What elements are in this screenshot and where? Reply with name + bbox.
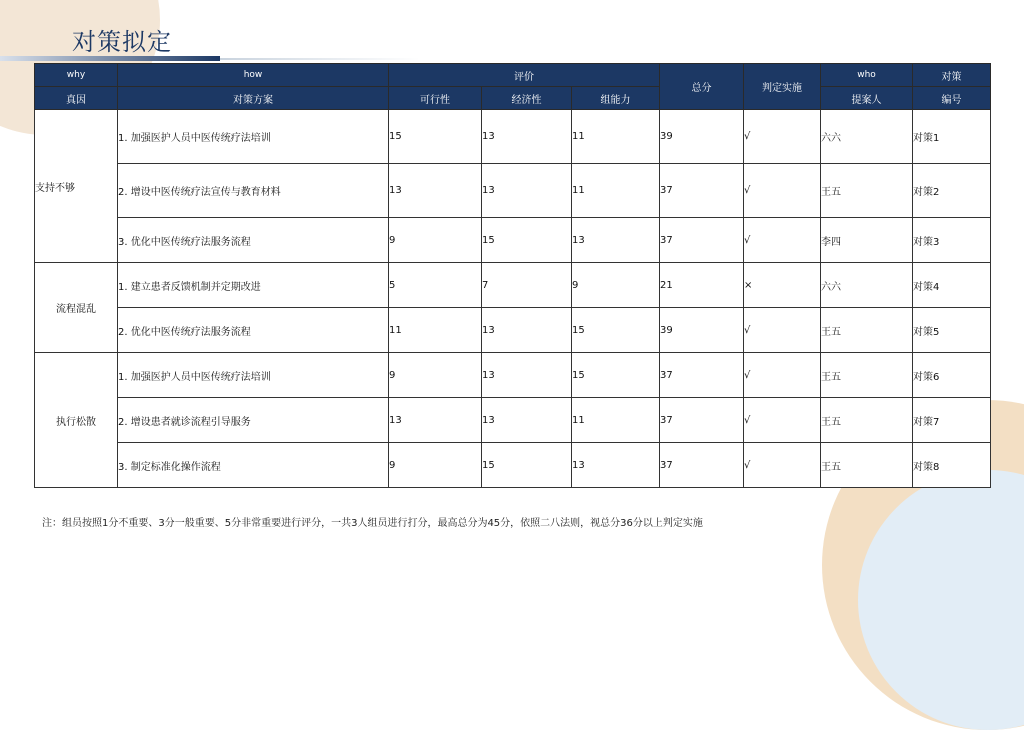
decision-cell: √ xyxy=(744,353,821,398)
table-row xyxy=(35,308,991,353)
header-cause: 真因 xyxy=(35,87,118,110)
economy-cell: 7 xyxy=(482,263,572,308)
total-cell: 37 xyxy=(660,164,744,218)
feasibility-cell: 9 xyxy=(389,353,482,398)
header-row-1 xyxy=(35,64,991,87)
header-row-2 xyxy=(35,87,991,110)
total-cell: 37 xyxy=(660,398,744,443)
number-cell: 对策7 xyxy=(913,398,991,443)
title-underline xyxy=(0,56,220,61)
economy-cell: 15 xyxy=(482,443,572,488)
number-cell: 对策6 xyxy=(913,353,991,398)
proposer-cell: 李四 xyxy=(821,218,913,263)
feasibility-cell: 5 xyxy=(389,263,482,308)
table-row xyxy=(35,110,991,164)
capability-cell: 15 xyxy=(572,353,660,398)
proposer-cell: 六六 xyxy=(821,263,913,308)
plan-cell: 3. 优化中医传统疗法服务流程 xyxy=(118,218,389,263)
cause-cell: 执行松散 xyxy=(35,353,118,488)
title-underline-extension xyxy=(220,58,420,60)
total-cell: 37 xyxy=(660,353,744,398)
header-economy: 经济性 xyxy=(482,87,572,110)
capability-cell: 13 xyxy=(572,443,660,488)
header-proposer: 提案人 xyxy=(821,87,913,110)
number-cell: 对策1 xyxy=(913,110,991,164)
proposer-cell: 王五 xyxy=(821,308,913,353)
header-why: why xyxy=(35,64,118,87)
proposer-cell: 王五 xyxy=(821,164,913,218)
decision-cell: √ xyxy=(744,443,821,488)
proposer-cell: 六六 xyxy=(821,110,913,164)
plan-cell: 1. 加强医护人员中医传统疗法培训 xyxy=(118,353,389,398)
economy-cell: 13 xyxy=(482,110,572,164)
capability-cell: 15 xyxy=(572,308,660,353)
total-cell: 39 xyxy=(660,110,744,164)
proposer-cell: 王五 xyxy=(821,398,913,443)
economy-cell: 13 xyxy=(482,353,572,398)
plan-cell: 1. 建立患者反馈机制并定期改进 xyxy=(118,263,389,308)
header-feasibility: 可行性 xyxy=(389,87,482,110)
feasibility-cell: 9 xyxy=(389,218,482,263)
cause-cell: 支持不够 xyxy=(35,110,118,263)
header-measure: 对策 xyxy=(913,64,991,87)
number-cell: 对策2 xyxy=(913,164,991,218)
proposer-cell: 王五 xyxy=(821,353,913,398)
capability-cell: 11 xyxy=(572,398,660,443)
decision-cell: √ xyxy=(744,398,821,443)
capability-cell: 11 xyxy=(572,110,660,164)
number-cell: 对策5 xyxy=(913,308,991,353)
page-title: 对策拟定 xyxy=(72,28,172,56)
economy-cell: 13 xyxy=(482,308,572,353)
plan-cell: 2. 优化中医传统疗法服务流程 xyxy=(118,308,389,353)
header-total: 总分 xyxy=(660,64,744,110)
decision-cell: √ xyxy=(744,308,821,353)
total-cell: 37 xyxy=(660,218,744,263)
table-row xyxy=(35,218,991,263)
economy-cell: 13 xyxy=(482,164,572,218)
countermeasure-table xyxy=(34,63,991,488)
plan-cell: 3. 制定标准化操作流程 xyxy=(118,443,389,488)
table-row xyxy=(35,263,991,308)
table-row xyxy=(35,353,991,398)
header-evaluation: 评价 xyxy=(389,64,660,87)
header-how: how xyxy=(118,64,389,87)
number-cell: 对策8 xyxy=(913,443,991,488)
number-cell: 对策4 xyxy=(913,263,991,308)
plan-cell: 2. 增设中医传统疗法宣传与教育材料 xyxy=(118,164,389,218)
feasibility-cell: 13 xyxy=(389,398,482,443)
capability-cell: 9 xyxy=(572,263,660,308)
proposer-cell: 王五 xyxy=(821,443,913,488)
capability-cell: 13 xyxy=(572,218,660,263)
decision-cell: √ xyxy=(744,218,821,263)
table-row xyxy=(35,443,991,488)
economy-cell: 15 xyxy=(482,218,572,263)
feasibility-cell: 9 xyxy=(389,443,482,488)
decision-cell: √ xyxy=(744,164,821,218)
cause-cell: 流程混乱 xyxy=(35,263,118,353)
capability-cell: 11 xyxy=(572,164,660,218)
header-plan: 对策方案 xyxy=(118,87,389,110)
total-cell: 37 xyxy=(660,443,744,488)
table-row xyxy=(35,164,991,218)
decision-cell: × xyxy=(744,263,821,308)
number-cell: 对策3 xyxy=(913,218,991,263)
plan-cell: 1. 加强医护人员中医传统疗法培训 xyxy=(118,110,389,164)
plan-cell: 2. 增设患者就诊流程引导服务 xyxy=(118,398,389,443)
table-row xyxy=(35,398,991,443)
header-number: 编号 xyxy=(913,87,991,110)
total-cell: 21 xyxy=(660,263,744,308)
feasibility-cell: 11 xyxy=(389,308,482,353)
decision-cell: √ xyxy=(744,110,821,164)
feasibility-cell: 13 xyxy=(389,164,482,218)
total-cell: 39 xyxy=(660,308,744,353)
footnote: 注：组员按照1分不重要、3分一般重要、5分非常重要进行评分，一共3人组员进行打分，最高总分为45分，依照二八法则，视总分36分以上判定实施 xyxy=(42,518,703,529)
header-who: who xyxy=(821,64,913,87)
feasibility-cell: 15 xyxy=(389,110,482,164)
header-decision: 判定实施 xyxy=(744,64,821,110)
economy-cell: 13 xyxy=(482,398,572,443)
header-capability: 组能力 xyxy=(572,87,660,110)
